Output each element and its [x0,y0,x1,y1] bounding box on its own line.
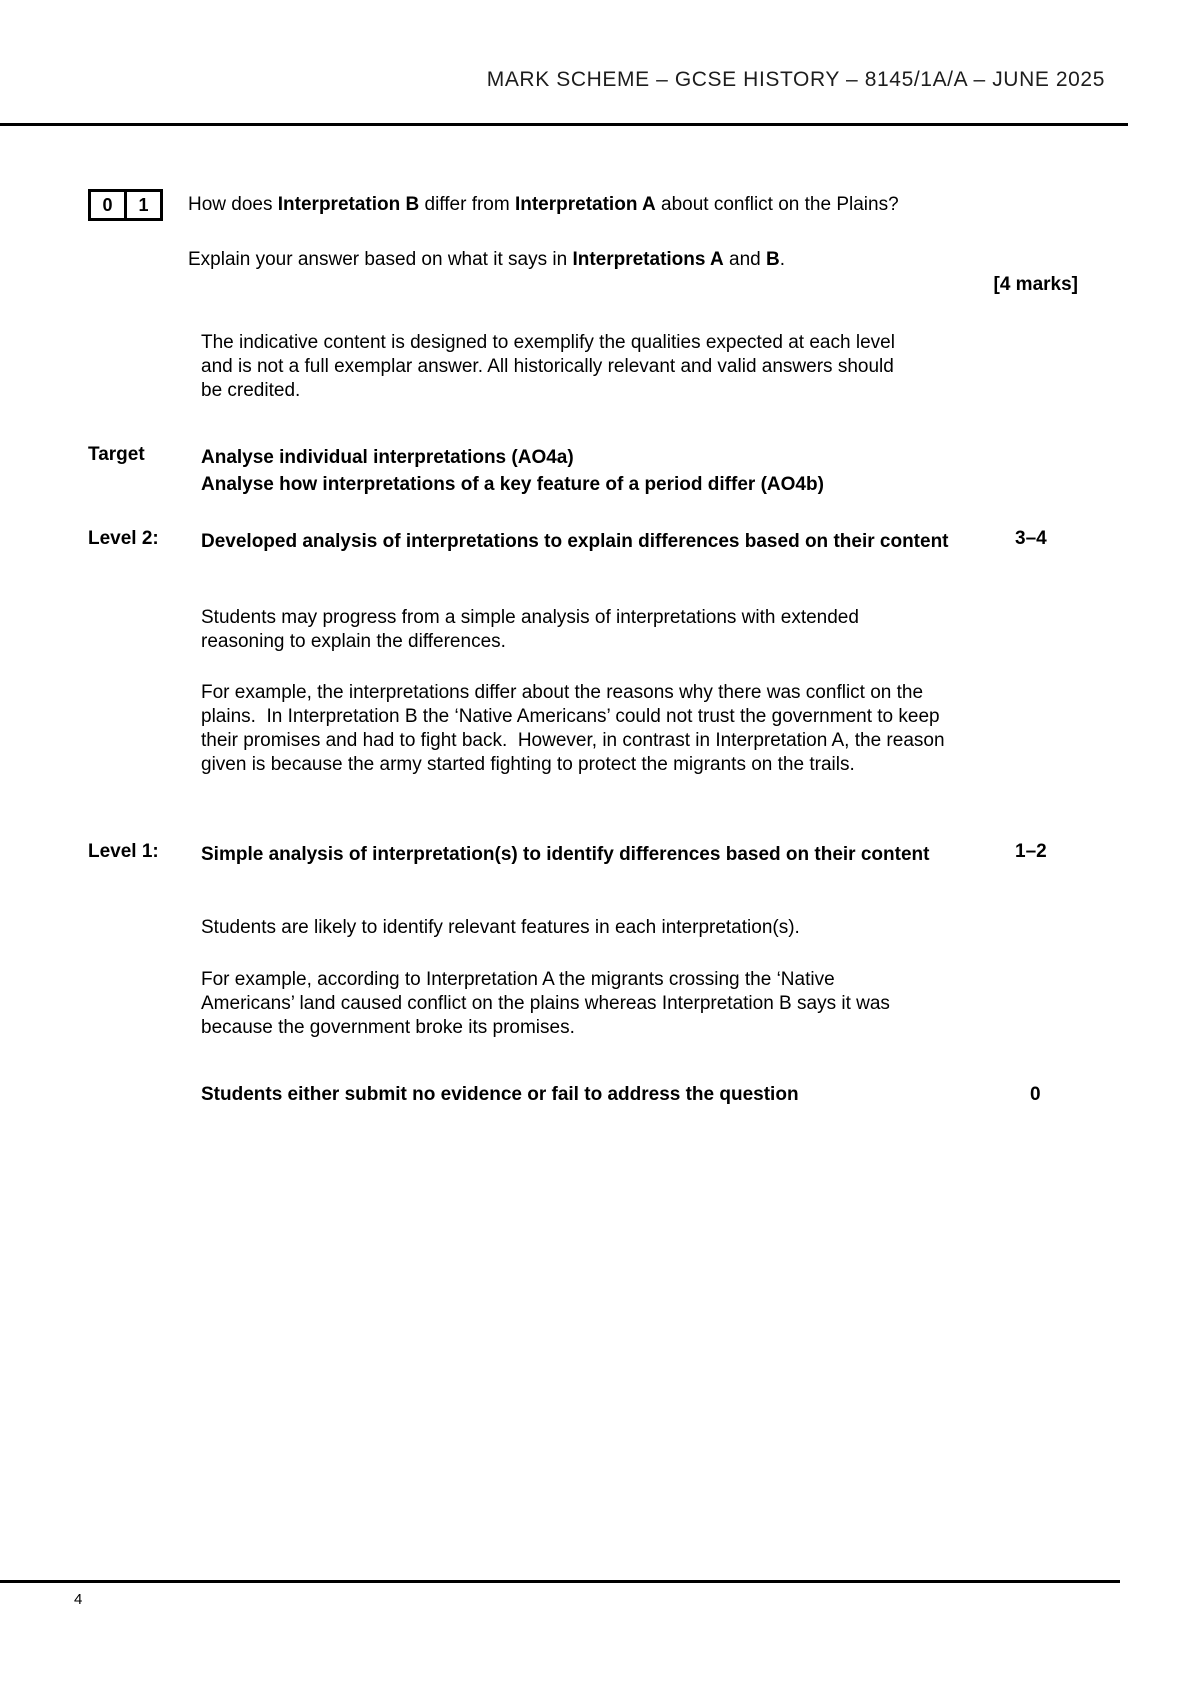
question-text: How does Interpretation B differ from Interpretation A about conflict on the Plains? [188,194,899,215]
level-1-label: Level 1: [88,841,159,862]
question-number-box [88,189,163,221]
header-title: MARK SCHEME – GCSE HISTORY – 8145/1A/A – JUNE 2025 [486,68,1105,91]
level-2-paragraph-1: Students may progress from a simple analysis of interpretations with extended reasoning to explain the differences. [201,607,865,652]
level-1-marks: 1–2 [1015,841,1047,862]
target-label: Target [88,444,145,465]
level-2-paragraph-2: For example, the interpretations differ about the reasons why there was conflict on the plains. In Interpretation B the ‘Native Americans’ could not trust the government to keep their promises and had to fight back. However, in contrast in Interpretation A, the reason given is because the army started fighting to protect the migrants on the trails. [201,682,950,775]
zero-marks-statement: Students either submit no evidence or fail to address the question [201,1084,799,1105]
level-1-paragraph-1: Students are likely to identify relevant features in each interpretation(s). [201,917,800,938]
question-instruction: Explain your answer based on what it says in Interpretations A and B. [188,249,786,270]
level-1-paragraph-2: For example, according to Interpretation A the migrants crossing the ‘Native Americans’ land caused conflict on the plains whereas Interpretation B says it was because the government broke its promises. [201,969,896,1038]
target-line-ao4a: Analyse individual interpretations (AO4a) [201,447,574,468]
level-2-heading: Developed analysis of interpretations to explain differences based on their content [201,531,949,552]
target-content [201,444,991,498]
question-number-digit-1: 0 [102,194,113,215]
zero-marks-value: 0 [1030,1084,1041,1105]
indicative-content-note: The indicative content is designed to exemplify the qualities expected at each level and is not a full exemplar answer. All historically relevant and valid answers should be credited. [201,332,901,401]
target-line-ao4b: Analyse how interpretations of a key feature of a period differ (AO4b) [201,474,824,495]
level-2-marks: 3–4 [1015,528,1047,549]
question-marks: [4 marks] [993,274,1078,295]
header-rule [0,123,1128,126]
level-2-label: Level 2: [88,528,159,549]
level-1-heading: Simple analysis of interpretation(s) to identify differences based on their content [201,844,930,865]
page-number: 4 [74,1591,83,1608]
question-number-digit-2: 1 [124,192,160,218]
footer-rule [0,1580,1120,1583]
